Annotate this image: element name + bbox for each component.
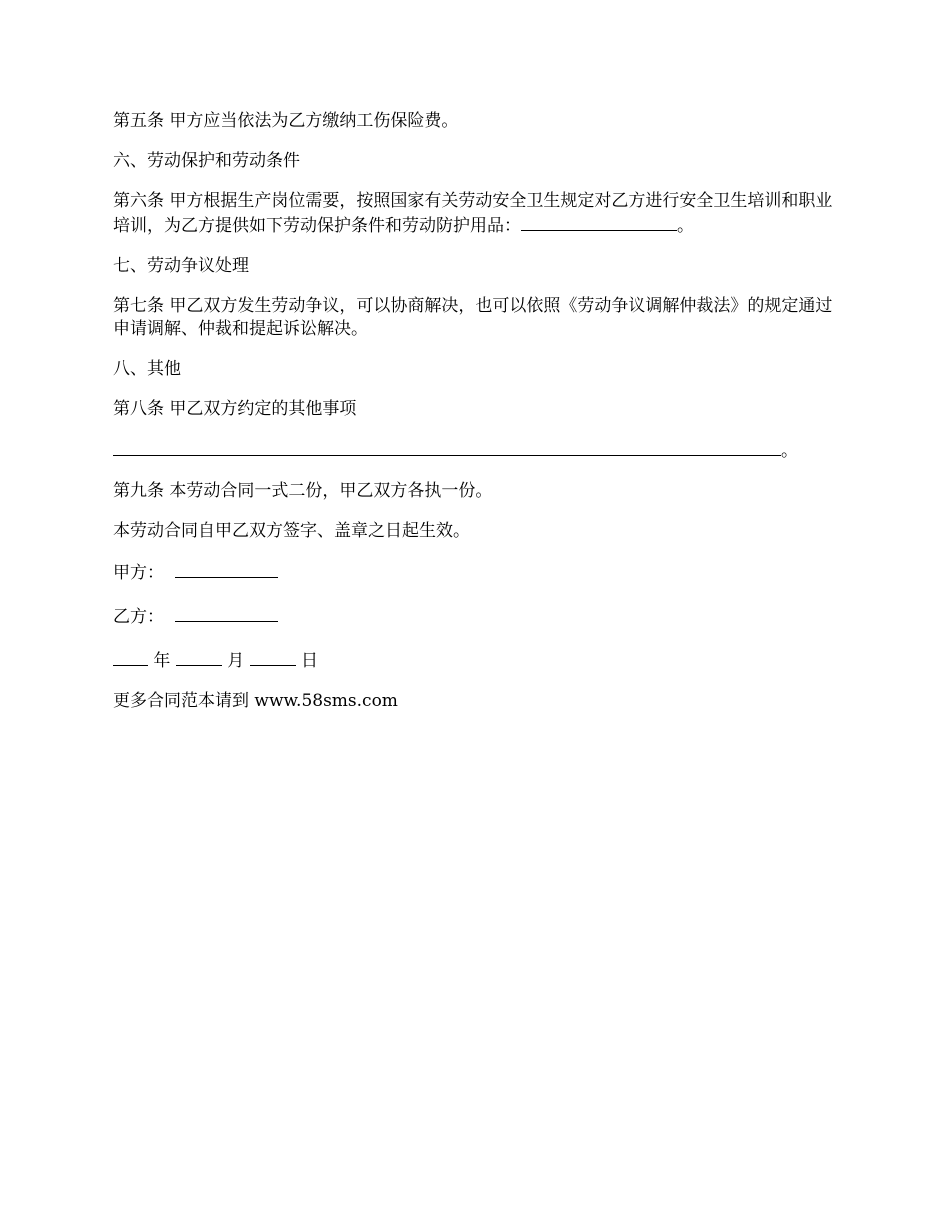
day-label: 日 [301, 651, 319, 671]
party-b-row [113, 604, 833, 629]
date-row [113, 648, 833, 673]
party-b-signature-blank[interactable] [175, 604, 278, 622]
month-blank[interactable] [176, 648, 222, 666]
year-blank[interactable] [113, 648, 148, 666]
article-8-end: 。 [781, 441, 798, 461]
effective-clause: 本劳动合同自甲乙双方签字、盖章之日起生效。 [113, 521, 470, 541]
article-9: 第九条 本劳动合同一式二份，甲乙双方各执一份。 [113, 481, 493, 501]
article-5: 第五条 甲方应当依法为乙方缴纳工伤保险费。 [113, 111, 459, 131]
day-blank[interactable] [250, 648, 296, 666]
article-8: 第八条 甲乙双方约定的其他事项 [113, 399, 357, 419]
article-6-end: 。 [677, 216, 694, 236]
article-7: 第七条 甲乙双方发生劳动争议，可以协商解决，也可以依照《劳动争议调解仲裁法》的规定通过申请调解、仲裁和提起诉讼解决。 [113, 296, 833, 339]
section-8-heading: 八、其他 [113, 359, 181, 379]
party-a-label: 甲方： [113, 563, 164, 583]
article-6-blank[interactable] [521, 213, 677, 231]
article-8-blank-row [113, 438, 833, 463]
article-6 [113, 190, 833, 238]
article-6-text: 第六条 甲方根据生产岗位需要，按照国家有关劳动安全卫生规定对乙方进行安全卫生培训和职业培训，为乙方提供如下劳动保护条件和劳动防护用品： [113, 191, 833, 236]
party-a-row [113, 560, 833, 585]
year-label: 年 [153, 651, 171, 671]
contract-page [113, 110, 833, 730]
section-6-heading: 六、劳动保护和劳动条件 [113, 151, 300, 171]
month-label: 月 [227, 651, 245, 671]
party-b-label: 乙方： [113, 607, 164, 627]
article-8-blank[interactable] [113, 438, 781, 456]
party-a-signature-blank[interactable] [175, 560, 278, 578]
footer-link-text: 更多合同范本请到 www.58sms.com [113, 691, 398, 711]
section-7-heading: 七、劳动争议处理 [113, 256, 249, 276]
